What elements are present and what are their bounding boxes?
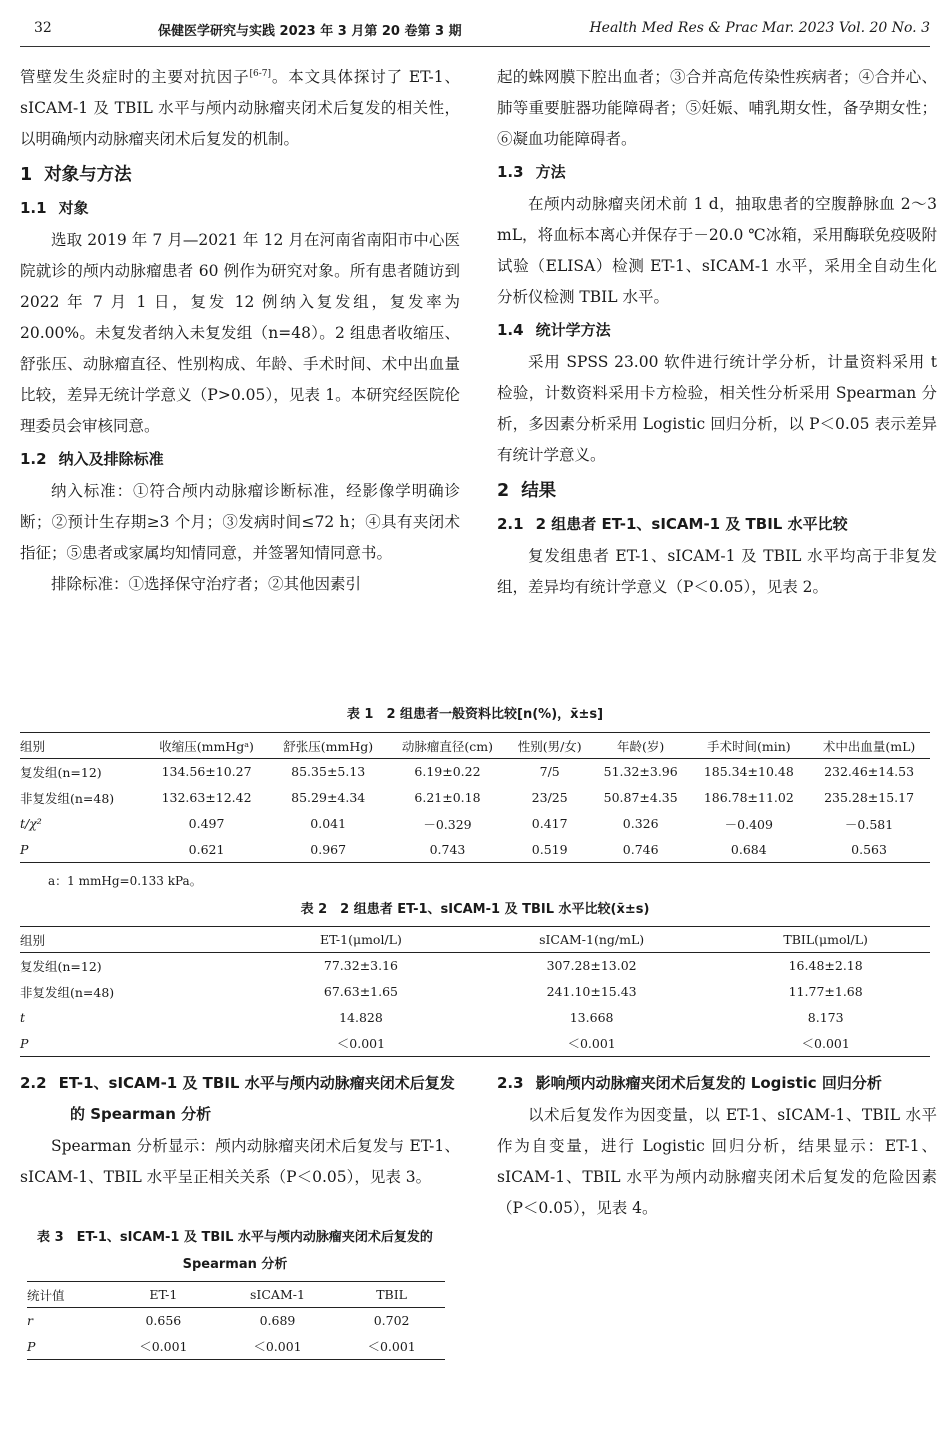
table-1-footnote: a：1 mmHg=0.133 kPa。 <box>48 874 202 888</box>
table-cell: P <box>27 1334 110 1360</box>
header-cell: 动脉瘤直径(cm) <box>387 733 507 759</box>
section-1-3-heading: 1.3 方法 <box>497 163 566 181</box>
table-cell: 77.32±3.16 <box>323 958 398 974</box>
section-1-3-text: 在颅内动脉瘤夹闭术前 1 d，抽取患者的空腹静脉血 2～3 mL，将血标本离心并保存于－20.0 ℃冰箱，采用酶联免疫吸附试验（ELISA）检测 ET-1、sICAM-1 水平，采用全自动生化分析仪检测 TBIL 水平。 <box>497 195 937 306</box>
header-cell: sICAM-1 <box>217 1282 338 1308</box>
table-cell: 307.28±13.02 <box>546 958 637 974</box>
journal-title-en: Health Med Res & Prac Mar. 2023 Vol. 20 No. 3 <box>589 20 930 36</box>
section-2-2-text: Spearman 分析显示：颅内动脉瘤夹闭术后复发与 ET-1、sICAM-1、TBIL 水平呈正相关关系（P＜0.05），见表 3。 <box>20 1137 460 1186</box>
header-cell: 年龄(岁) <box>592 733 690 759</box>
table-row <box>20 837 930 863</box>
table-cell: 0.519 <box>508 837 592 863</box>
citation: [6-7] <box>249 68 271 79</box>
table-cell: 85.35±5.13 <box>291 764 366 780</box>
table-cell: 0.563 <box>808 837 930 863</box>
table-cell: 132.63±12.42 <box>161 790 252 805</box>
right-column <box>497 62 937 603</box>
table-cell: 16.48±2.18 <box>788 958 863 974</box>
table-cell: 0.684 <box>690 837 809 863</box>
table-row <box>20 785 930 811</box>
table-cell: 6.21±0.18 <box>414 790 481 805</box>
table-cell: P <box>20 1031 260 1057</box>
section-2-1-heading: 2.1 2 组患者 ET-1、sICAM-1 及 TBIL 水平比较 <box>497 515 848 533</box>
table-cell: 0.041 <box>310 816 347 831</box>
header-cell: 术中出血量(mL) <box>808 733 930 759</box>
header-cell: ET-1(μmol/L) <box>260 927 462 953</box>
header-cell: 组别 <box>20 733 144 759</box>
table-3 <box>27 1281 445 1360</box>
table-cell: 7/5 <box>539 764 560 780</box>
table-header-row <box>20 733 930 759</box>
header-cell: sICAM-1(ng/mL) <box>462 927 721 953</box>
table-cell: 67.63±1.65 <box>323 984 398 999</box>
table-cell: ＜0.001 <box>462 1031 721 1057</box>
table-cell: －0.409 <box>724 816 773 832</box>
header-cell: 舒张压(mmHg) <box>269 733 387 759</box>
inclusion-criteria: 纳入标准：①符合颅内动脉瘤诊断标准，经影像学明确诊断；②预计生存期≥3 个月；③发病时间≤72 h；④具有夹闭术指征；⑤患者或家属均知情同意，并签署知情同意书。 <box>20 482 460 562</box>
table-cell: 复发组(n=12) <box>20 958 102 974</box>
table-row <box>20 811 930 837</box>
table-cell: 232.46±14.53 <box>824 764 915 780</box>
header-cell: 收缩压(mmHgᵃ) <box>144 733 269 759</box>
table-row <box>20 953 930 979</box>
table-cell: 51.32±3.96 <box>603 764 678 780</box>
section-1-2-heading: 1.2 纳入及排除标准 <box>20 450 164 468</box>
table-2 <box>20 926 930 1057</box>
header-cell: 性别(男/女) <box>508 733 592 759</box>
table-cell: 11.77±1.68 <box>788 984 863 999</box>
section-2-1-text: 复发组患者 ET-1、sICAM-1 及 TBIL 水平均高于非复发组，差异均有统计学意义（P＜0.05），见表 2。 <box>497 547 937 596</box>
journal-title-cn: 保健医学研究与实践 2023 年 3 月第 20 卷第 3 期 <box>158 24 462 39</box>
exclusion-criteria: 排除标准：①选择保守治疗者；②其他因素引 <box>51 575 362 593</box>
table-cell: 6.19±0.22 <box>414 764 481 780</box>
table-row <box>20 1005 930 1031</box>
table-cell: ＜0.001 <box>110 1334 217 1360</box>
table-row <box>20 1031 930 1057</box>
table-cell: 0.702 <box>373 1313 410 1329</box>
section-2-3-text: 以术后复发作为因变量，以 ET-1、sICAM-1、TBIL 水平作为自变量，进行 Logistic 回归分析，结果显示：ET-1、sICAM-1、TBIL 水平为颅内动脉瘤夹闭术后复发的危险因素（P＜0.05），见表 4。 <box>497 1106 937 1217</box>
table-cell: －0.581 <box>844 816 894 832</box>
table-cell: 134.56±10.27 <box>161 764 252 780</box>
table-cell: 85.29±4.34 <box>291 790 366 805</box>
table-cell: 50.87±4.35 <box>603 790 678 805</box>
table-cell: r <box>27 1313 33 1329</box>
table-cell: 185.34±10.48 <box>703 764 794 780</box>
table-cell: 8.173 <box>807 1010 844 1025</box>
left-column <box>20 62 460 600</box>
section-2-3-heading: 2.3 影响颅内动脉瘤夹闭术后复发的 Logistic 回归分析 <box>497 1074 882 1092</box>
table-cell: 0.417 <box>531 816 568 831</box>
table-header-row <box>20 927 930 953</box>
header-cell: 组别 <box>20 927 260 953</box>
table-cell: 0.689 <box>259 1313 296 1329</box>
section-2-3 <box>497 1066 937 1224</box>
section-1-4-text: 采用 SPSS 23.00 软件进行统计学分析，计量资料采用 t 检验，计数资料采用卡方检验，相关性分析采用 Spearman 分析，多因素分析采用 Logistic 回归分析，以 P＜0.05 表示差异有统计学意义。 <box>497 353 937 464</box>
header-cell: 手术时间(min) <box>690 733 809 759</box>
header-cell: TBIL <box>338 1282 445 1308</box>
table-cell: t <box>20 1010 26 1025</box>
table-cell: t/χ² <box>20 816 42 831</box>
table-cell: P <box>20 837 144 863</box>
table-cell: 14.828 <box>339 1010 383 1025</box>
section-2-2-heading: 2.2 ET-1、sICAM-1 及 TBIL 水平与颅内动脉瘤夹闭术后复发的 Spearman 分析 <box>20 1074 455 1123</box>
table-cell: 0.326 <box>622 816 659 831</box>
table-cell: 23/25 <box>531 790 568 805</box>
table-cell: 241.10±15.43 <box>546 984 637 999</box>
table-cell: 235.28±15.17 <box>824 790 915 805</box>
table-cell: 非复发组(n=48) <box>20 984 115 1000</box>
section-1-1-text: 选取 2019 年 7 月—2021 年 12 月在河南省南阳市中心医院就诊的颅内动脉瘤患者 60 例作为研究对象。所有患者随访到 2022 年 7 月 1 日，复发 12 例纳入复发组，复发率为 20.00%。未复发者纳入未复发组（n=48）。2 组患者收缩压、舒张压、动脉瘤直径、性别构成、年龄、手术时间、术中出血量比较，差异无统计学意义（P>0.05），见表 1。本研究经医院伦理委员会审核同意。 <box>20 231 460 435</box>
section-2-2 <box>20 1066 460 1193</box>
table-cell: 13.668 <box>569 1010 614 1025</box>
section-1-4-heading: 1.4 统计学方法 <box>497 321 611 339</box>
section-1-heading: 1 对象与方法 <box>20 165 132 185</box>
table-cell: 0.746 <box>592 837 690 863</box>
table-cell: 0.967 <box>269 837 387 863</box>
header-cell: ET-1 <box>110 1282 217 1308</box>
table-cell: ＜0.001 <box>338 1334 445 1360</box>
header-rule <box>20 46 930 47</box>
table-cell: ＜0.001 <box>260 1031 462 1057</box>
table-row <box>20 759 930 785</box>
exclusion-criteria-cont: 起的蛛网膜下腔出血者；③合并高危传染性疾病者；④合并心、肺等重要脏器功能障碍者；⑤妊娠、哺乳期女性，备孕期女性；⑥凝血功能障碍者。 <box>497 68 937 148</box>
running-header <box>0 16 950 44</box>
table-header-row <box>27 1282 445 1308</box>
table-cell: 186.78±11.02 <box>703 790 794 805</box>
header-cell: 统计值 <box>27 1282 110 1308</box>
table-cell: 0.497 <box>188 816 225 831</box>
table-cell: ＜0.001 <box>721 1031 930 1057</box>
table-cell: 0.743 <box>387 837 507 863</box>
table-row <box>20 979 930 1005</box>
table-cell: ＜0.001 <box>217 1334 338 1360</box>
table-1 <box>20 732 930 863</box>
section-1-1-heading: 1.1 对象 <box>20 199 89 217</box>
intro-paragraph: 管壁发生炎症时的主要对抗因子[6-7]。本文具体探讨了 ET-1、sICAM-1 及 TBIL 水平与颅内动脉瘤夹闭术后复发的相关性，以明确颅内动脉瘤夹闭术后复发的机制。 <box>20 68 460 148</box>
table-cell: 非复发组(n=48) <box>20 790 115 806</box>
page-number: 32 <box>34 20 52 36</box>
table-row <box>27 1308 445 1334</box>
table-1-caption: 表 1 2 组患者一般资料比较[n(%)，x̄±s] <box>346 707 604 722</box>
header-cell: TBIL(μmol/L) <box>721 927 930 953</box>
table-cell: 0.621 <box>144 837 269 863</box>
section-2-heading: 2 结果 <box>497 481 557 501</box>
table-row <box>27 1334 445 1360</box>
table-3-caption: 表 3 ET-1、sICAM-1 及 TBIL 水平与颅内动脉瘤夹闭术后复发的 Spearman 分析 <box>37 1230 433 1272</box>
table-cell: －0.329 <box>423 816 472 832</box>
table-cell: 复发组(n=12) <box>20 764 102 780</box>
table-cell: 0.656 <box>145 1313 182 1329</box>
table-2-caption: 表 2 2 组患者 ET-1、sICAM-1 及 TBIL 水平比较(x̄±s) <box>300 902 650 917</box>
